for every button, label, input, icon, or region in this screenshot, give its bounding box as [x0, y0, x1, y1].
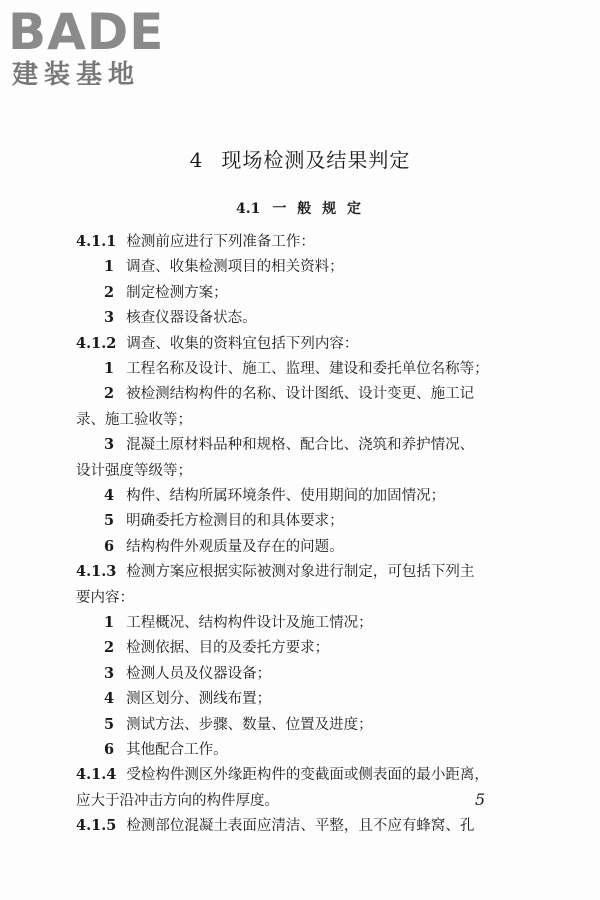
item-number: 2 [104, 385, 115, 403]
clause-number: 4.1.1 [76, 233, 117, 250]
text-line [104, 638, 329, 658]
line-text: 调查、收集检测项目的相关资料； [126, 259, 344, 276]
text-line [104, 537, 344, 557]
text-line [104, 435, 474, 455]
line-text: 被检测结构构件的名称、设计图纸、设计变更、施工记 [126, 386, 475, 403]
text-line [104, 511, 344, 531]
line-text: 检测方案应根据实际被测对象进行制定，可包括下列主 [126, 564, 475, 581]
text-line [104, 664, 271, 684]
text-line [76, 334, 358, 354]
line-text: 混凝土原材料品种和规格、配合比、浇筑和养护情况、 [126, 437, 475, 454]
clause-number: 4.1.5 [76, 817, 117, 835]
text-line [76, 791, 279, 811]
text-line [76, 461, 192, 481]
item-number: 4 [104, 487, 115, 504]
line-text: 制定检测方案； [126, 284, 228, 301]
item-number: 3 [104, 309, 115, 327]
line-text: 明确委托方检测目的和具体要求； [126, 513, 344, 530]
item-number: 1 [104, 360, 115, 377]
line-text: 检测部位混凝土表面应清洁、平整，且不应有蜂窝、孔 [126, 818, 475, 835]
text-line [76, 562, 474, 582]
item-number: 2 [104, 639, 115, 657]
text-line [104, 689, 271, 709]
text-line [76, 816, 474, 836]
section-title-text: 一 般 规 定 [272, 201, 364, 217]
text-line [104, 740, 228, 760]
line-text: 工程概况、结构构件设计及施工情况； [126, 615, 373, 631]
line-text: 其他配合工作。 [126, 742, 228, 758]
text-line [104, 384, 474, 404]
item-number: 4 [104, 690, 115, 708]
brand-logo [8, 4, 178, 92]
line-text: 要内容： [76, 589, 134, 606]
line-text: 构件、结构所属环境条件、使用期间的加固情况； [126, 488, 446, 504]
item-number: 3 [104, 436, 115, 454]
text-line [104, 308, 257, 328]
line-text: 检测前应进行下列准备工作： [126, 234, 315, 250]
line-text: 工程名称及设计、施工、监理、建设和委托单位名称等； [126, 361, 489, 377]
chapter-title [0, 147, 600, 173]
text-line [104, 257, 344, 277]
clause-number: 4.1.3 [76, 563, 117, 581]
item-number: 6 [104, 741, 115, 758]
item-number: 5 [104, 512, 115, 530]
text-line [104, 283, 228, 303]
text-line [104, 715, 373, 735]
item-number: 1 [104, 258, 115, 276]
line-text: 调查、收集的资料宜包括下列内容： [126, 335, 359, 352]
line-text: 检测依据、目的及委托方要求； [126, 640, 330, 657]
line-text: 测试方法、步骤、数量、位置及进度； [126, 716, 373, 733]
line-text: 核查仪器设备状态。 [126, 310, 257, 327]
section-number: 4.1 [236, 201, 261, 217]
page-number: 5 [475, 790, 486, 809]
item-number: 3 [104, 664, 115, 682]
text-line [104, 486, 445, 506]
chapter-number: 4 [189, 148, 204, 172]
clause-number: 4.1.4 [76, 766, 117, 784]
clause-number: 4.1.2 [76, 334, 117, 352]
line-text: 录、施工验收等； [76, 411, 192, 428]
chapter-title-text: 现场检测及结果判定 [221, 148, 411, 172]
text-line [76, 588, 134, 608]
text-line [104, 613, 373, 633]
line-text: 检测人员及仪器设备； [126, 665, 272, 682]
logo-subtitle: 建装基地 [12, 60, 141, 90]
text-line [104, 359, 489, 379]
line-text: 结构构件外观质量及存在的问题。 [126, 538, 344, 555]
line-text: 设计强度等级等； [76, 462, 192, 479]
item-number: 2 [104, 283, 115, 301]
logo-brand-text: BADE [8, 3, 165, 61]
item-number: 1 [104, 614, 115, 631]
line-text: 测区划分、测线布置； [126, 691, 272, 708]
line-text: 应大于沿冲击方向的构件厚度。 [76, 792, 279, 809]
line-text: 受检构件测区外缘距构件的变截面或侧表面的最小距离， [126, 767, 489, 784]
text-line [76, 232, 315, 252]
item-number: 6 [104, 537, 115, 555]
section-title [0, 199, 600, 219]
text-line [76, 410, 192, 430]
item-number: 5 [104, 715, 115, 733]
text-line [76, 765, 489, 785]
